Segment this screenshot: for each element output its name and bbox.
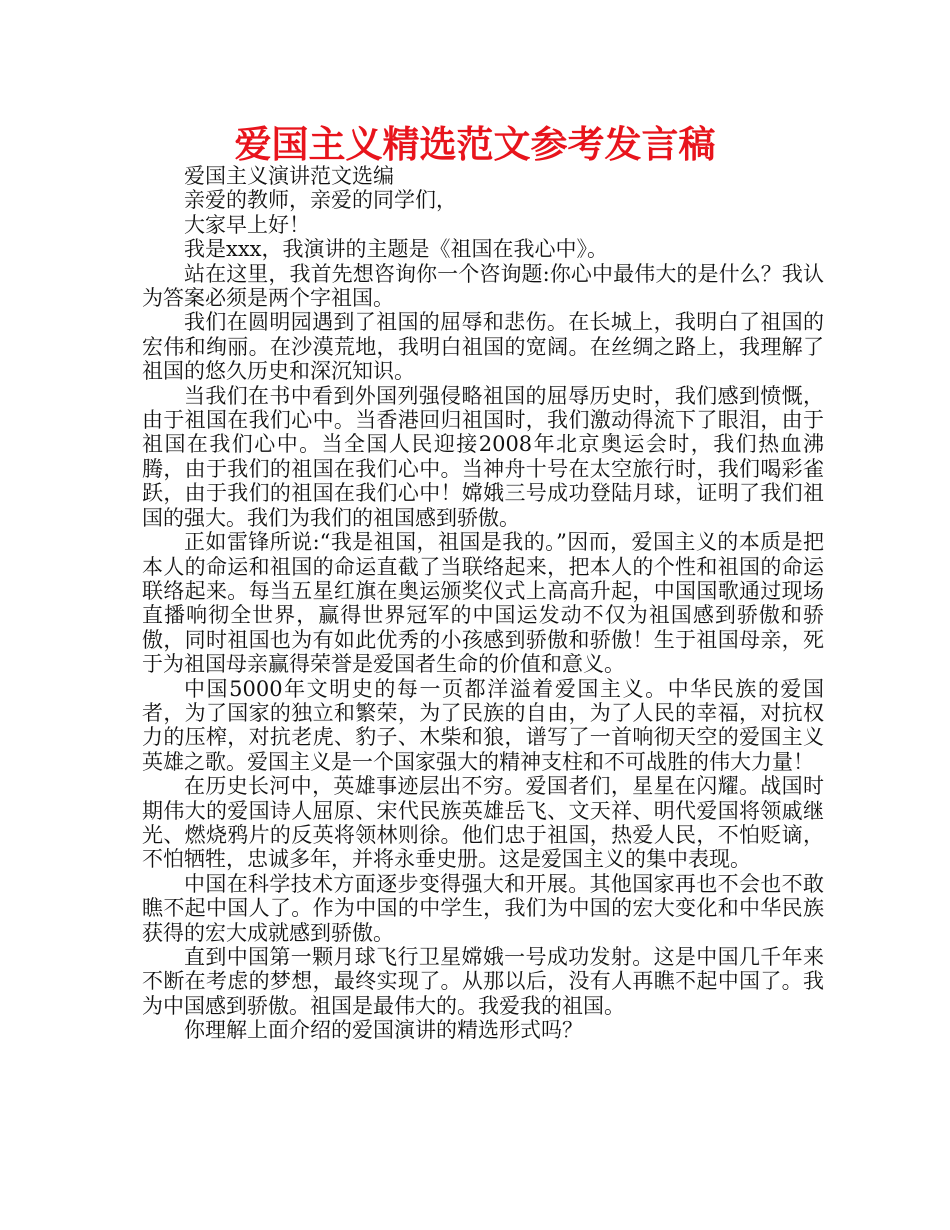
paragraph: 你理解上面介绍的爱国演讲的精选形式吗？: [184, 1018, 583, 1043]
document-title: 爱国主义精选范文参考发言稿: [234, 123, 716, 166]
paragraph: 中国5000年文明史的每一页都洋溢着爱国主义。中华民族的爱国者，为了国家的独立和繁荣，为了民族的自由，为了人民的幸福，对抗权力的压榨，对抗老虎、豹子、木柴和狼，谱写了一首响彻天空的爱国主义英雄之歌。爱国主义是一个国家强大的精神支柱和不可战胜的伟大力量！: [142, 676, 824, 774]
paragraph: 亲爱的教师，亲爱的同学们，: [184, 188, 457, 213]
document-body: [142, 164, 824, 1043]
paragraph: 大家早上好！: [184, 212, 310, 237]
paragraph: 我是xxx，我演讲的主题是《祖国在我心中》。: [184, 237, 609, 262]
paragraph: 正如雷锋所说:“我是祖国，祖国是我的。”因而，爱国主义的本质是把本人的命运和祖国的命运直截了当联络起来，把本人的个性和祖国的命运联络起来。每当五星红旗在奥运颁奖仪式上高高升起，中国国歌通过现场直播响彻全世界，赢得世界冠军的中国运发动不仅为祖国感到骄傲和骄傲，同时祖国也为有如此优秀的小孩感到骄傲和骄傲！生于祖国母亲，死于为祖国母亲赢得荣誉是爱国者生命的价值和意义。: [142, 530, 824, 677]
paragraph: 爱国主义演讲范文选编: [184, 164, 394, 188]
paragraph: 站在这里，我首先想咨询你一个咨询题:你心中最伟大的是什么？我认为答案必须是两个字祖国。: [142, 261, 824, 311]
paragraph: 在历史长河中，英雄事迹层出不穷。爱国者们，星星在闪耀。战国时期伟大的爱国诗人屈原、宋代民族英雄岳飞、文天祥、明代爱国将领戚继光、燃烧鸦片的反英将领林则徐。他们忠于祖国，热爱人民，不怕贬谪，不怕牺牲，忠诚多年，并将永垂史册。这是爱国主义的集中表现。: [142, 774, 824, 872]
paragraph: 中国在科学技术方面逐步变得强大和开展。其他国家再也不会也不敢瞧不起中国人了。作为中国的中学生，我们为中国的宏大变化和中华民族获得的宏大成就感到骄傲。: [142, 871, 824, 945]
paragraph: 当我们在书中看到外国列强侵略祖国的屈辱历史时，我们感到愤慨，由于祖国在我们心中。当香港回归祖国时，我们激动得流下了眼泪，由于祖国在我们心中。当全国人民迎接2008年北京奥运会时，我们热血沸腾，由于我们的祖国在我们心中。当神舟十号在太空旅行时，我们喝彩雀跃，由于我们的祖国在我们心中！嫦娥三号成功登陆月球，证明了我们祖国的强大。我们为我们的祖国感到骄傲。: [142, 383, 824, 530]
paragraph: 直到中国第一颗月球飞行卫星嫦娥一号成功发射。这是中国几千年来不断在考虑的梦想，最终实现了。从那以后，没有人再瞧不起中国了。我为中国感到骄傲。祖国是最伟大的。我爱我的祖国。: [142, 945, 824, 1018]
paragraph: 我们在圆明园遇到了祖国的屈辱和悲伤。在长城上，我明白了祖国的宏伟和绚丽。在沙漠荒地，我明白祖国的宽阔。在丝绸之路上，我理解了祖国的悠久历史和深沉知识。: [142, 310, 824, 384]
